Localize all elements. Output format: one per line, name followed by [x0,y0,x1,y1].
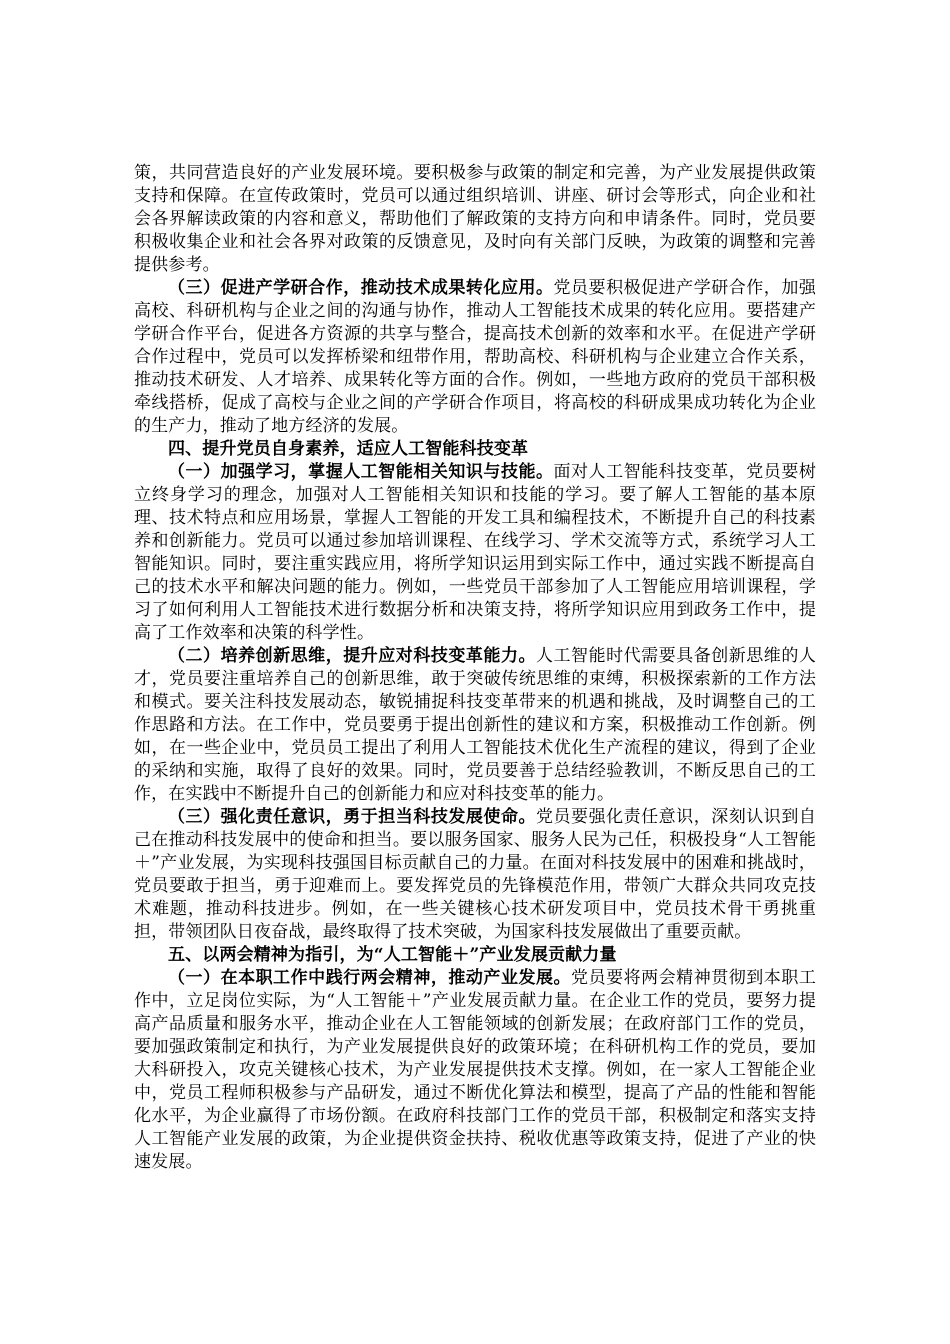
paragraph-policy-support: 策，共同营造良好的产业发展环境。要积极参与政策的制定和完善，为产业发展提供政策支持和保障。在宣传政策时，党员可以通过组织培训、讲座、研讨会等形式，向企业和社会各界解读政策的内容和意义，帮助他们了解政策的支持方向和申请条件。同时，党员要积极收集企业和社会各界对政策的反馈意见，及时向有关部门反映，为政策的调整和完善提供参考。 [134,163,816,275]
subheading-4-2: （二）培养创新思维，提升应对科技变革能力。 [168,646,536,666]
paragraph-innovative-thinking [134,645,816,806]
section-heading-5: 五、以两会精神为指引，为“人工智能＋”产业发展贡献力量 [168,945,617,965]
paragraph-practice-two-sessions [134,967,816,1174]
subheading-4-3: （三）强化责任意识，勇于担当科技发展使命。 [168,807,536,827]
paragraph-body: 党员要将两会精神贯彻到本职工作中，立足岗位实际，为“人工智能＋”产业发展贡献力量。在企业工作的党员，要努力提高产品质量和服务水平，推动企业在人工智能领域的创新发展；在政府部门工作的党员，要加强政策制定和执行，为产业发展提供良好的政策环境；在科研机构工作的党员，要加大科研投入，攻克关键核心技术，为产业发展提供技术支撑。例如，在一家人工智能企业中，党员工程师积极参与产品研发，通过不断优化算法和模型，提高了产品的性能和智能化水平，为企业赢得了市场份额。在政府科技部门工作的党员干部，积极制定和落实支持人工智能产业发展的政策，为企业提供资金扶持、税收优惠等政策支持，促进了产业的快速发展。 [134,968,816,1172]
paragraph-responsibility [134,806,816,944]
paragraph-strengthen-learning [134,461,816,645]
paragraph-body: 面对人工智能科技变革，党员要树立终身学习的理念，加强对人工智能相关知识和技能的学习。要了解人工智能的基本原理、技术特点和应用场景，掌握人工智能的开发工具和编程技术，不断提升自己的科技素养和创新能力。党员可以通过参加培训课程、在线学习、学术交流等方式，系统学习人工智能知识。同时，要注重实践应用，将所学知识运用到实际工作中，通过实践不断提高自己的技术水平和解决问题的能力。例如，一些党员干部参加了人工智能应用培训课程，学习了如何利用人工智能技术进行数据分析和决策支持，将所学知识应用到政务工作中，提高了工作效率和决策的科学性。 [134,462,816,643]
subheading-5-1: （一）在本职工作中践行两会精神，推动产业发展。 [168,968,572,988]
paragraph-body: 人工智能时代需要具备创新思维的人才，党员要注重培养自己的创新思维，敢于突破传统思维的束缚，积极探索新的工作方法和模式。要关注科技发展动态，敏锐捕捉科技变革带来的机遇和挑战，及时调整自己的工作思路和方法。在工作中，党员要勇于提出创新性的建议和方案，积极推动工作创新。例如，在一些企业中，党员员工提出了利用人工智能技术优化生产流程的建议，得到了企业的采纳和实施，取得了良好的效果。同时，党员要善于总结经验教训，不断反思自己的工作，在实践中不断提升自己的创新能力和应对科技变革的能力。 [134,646,816,804]
paragraph-body: 党员要强化责任意识，深刻认识到自己在推动科技发展中的使命和担当。要以服务国家、服务人民为己任，积极投身“人工智能＋”产业发展，为实现科技强国目标贡献自己的力量。在面对科技发展中的困难和挑战时，党员要敢于担当，勇于迎难而上。要发挥党员的先锋模范作用，带领广大群众共同攻克技术难题，推动科技进步。例如，在一些关键核心技术研发项目中，党员技术骨干勇挑重担，带领团队日夜奋战，最终取得了技术突破，为国家科技发展做出了重要贡献。 [134,807,816,942]
document-page [134,162,816,1174]
subheading-4-1: （一）加强学习，掌握人工智能相关知识与技能。 [168,462,554,482]
subheading-3-3: （三）促进产学研合作，推动技术成果转化应用。 [168,278,554,298]
paragraph-body: 党员要积极促进产学研合作，加强高校、科研机构与企业之间的沟通与协作，推动人工智能技术成果的转化应用。要搭建产学研合作平台，促进各方资源的共享与整合，提高技术创新的效率和水平。在促进产学研合作过程中，党员可以发挥桥梁和纽带作用，帮助高校、科研机构与企业建立合作关系，推动技术研发、人才培养、成果转化等方面的合作。例如，一些地方政府的党员干部积极牵线搭桥，促成了高校与企业之间的产学研合作项目，将高校的科研成果成功转化为企业的生产力，推动了地方经济的发展。 [134,278,816,436]
section-heading-4: 四、提升党员自身素养，适应人工智能科技变革 [168,439,529,459]
paragraph-industry-academia-cooperation [134,277,816,438]
